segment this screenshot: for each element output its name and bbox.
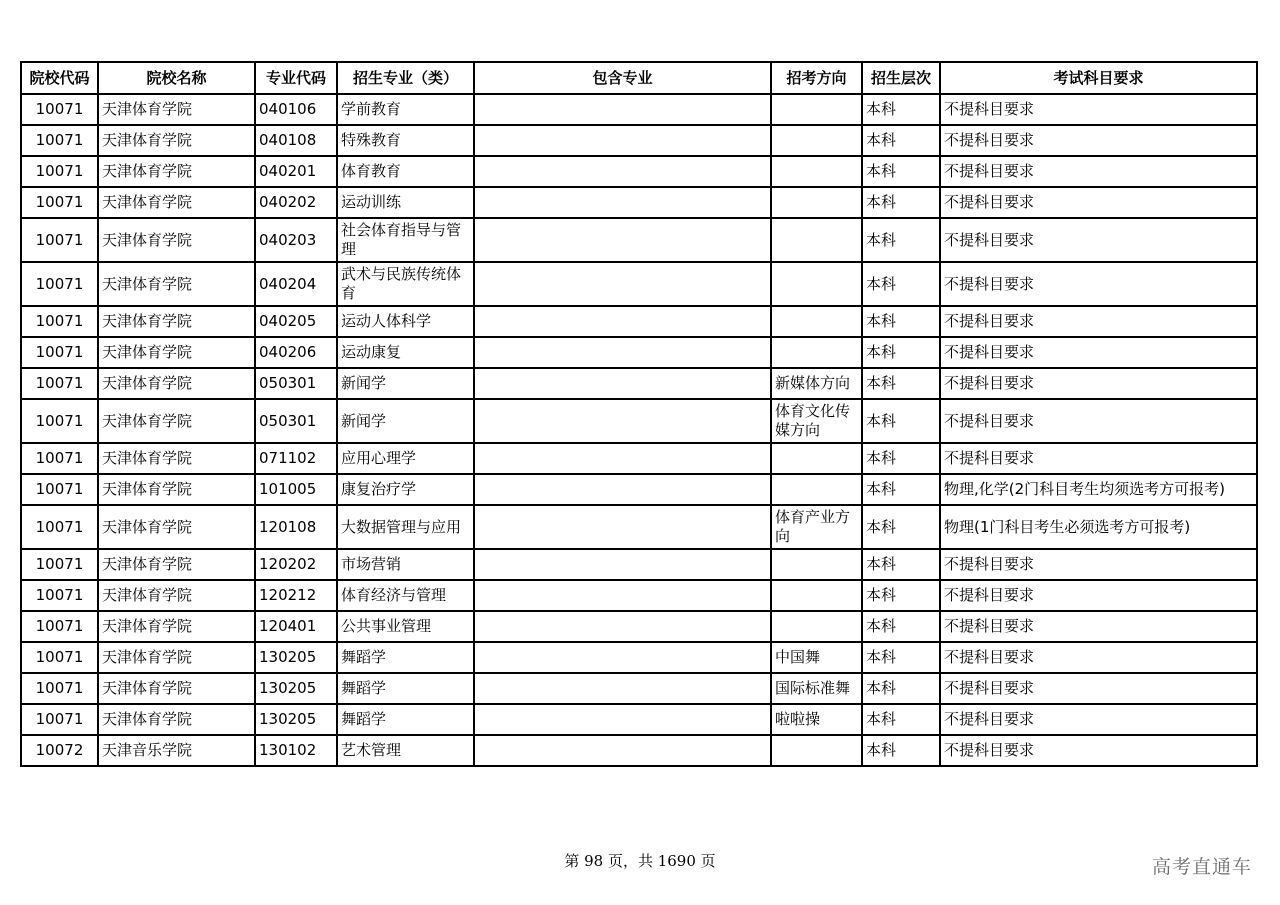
cell-level: 本科: [862, 735, 940, 766]
cell-direction: [771, 549, 862, 580]
cell-included-majors: [474, 549, 771, 580]
cell-school-code: 10071: [21, 368, 98, 399]
cell-direction: [771, 218, 862, 262]
table-row: [21, 337, 1257, 368]
cell-included-majors: [474, 368, 771, 399]
cell-requirement: 不提科目要求: [940, 580, 1257, 611]
cell-school-code: 10071: [21, 611, 98, 642]
cell-school-code: 10071: [21, 187, 98, 218]
header-major-code: 专业代码: [255, 62, 337, 94]
table-row: [21, 673, 1257, 704]
cell-level: 本科: [862, 443, 940, 474]
header-included-majors: 包含专业: [474, 62, 771, 94]
cell-level: 本科: [862, 642, 940, 673]
cell-major: 市场营销: [337, 549, 474, 580]
cell-requirement: 不提科目要求: [940, 156, 1257, 187]
cell-level: 本科: [862, 337, 940, 368]
cell-direction: [771, 125, 862, 156]
cell-major-code: 040106: [255, 94, 337, 125]
cell-major-code: 120202: [255, 549, 337, 580]
cell-school-name: 天津体育学院: [98, 642, 255, 673]
cell-school-code: 10071: [21, 337, 98, 368]
cell-requirement: 不提科目要求: [940, 187, 1257, 218]
cell-requirement: 不提科目要求: [940, 443, 1257, 474]
cell-requirement: 物理,化学(2门科目考生均须选考方可报考): [940, 474, 1257, 505]
cell-major: 舞蹈学: [337, 642, 474, 673]
table-row: [21, 187, 1257, 218]
cell-included-majors: [474, 474, 771, 505]
table-body: [21, 94, 1257, 766]
page-number: 第 98 页，共 1690 页: [564, 852, 716, 870]
cell-level: 本科: [862, 399, 940, 443]
cell-requirement: 不提科目要求: [940, 337, 1257, 368]
table-row: [21, 704, 1257, 735]
cell-level: 本科: [862, 505, 940, 549]
cell-major: 体育经济与管理: [337, 580, 474, 611]
cell-major-code: 040203: [255, 218, 337, 262]
cell-level: 本科: [862, 94, 940, 125]
table-row: [21, 218, 1257, 262]
cell-major: 新闻学: [337, 399, 474, 443]
table-row: [21, 399, 1257, 443]
cell-major-code: 040108: [255, 125, 337, 156]
cell-level: 本科: [862, 549, 940, 580]
cell-major: 运动训练: [337, 187, 474, 218]
cell-direction: [771, 611, 862, 642]
cell-school-name: 天津体育学院: [98, 673, 255, 704]
cell-included-majors: [474, 125, 771, 156]
cell-included-majors: [474, 673, 771, 704]
cell-major-code: 120108: [255, 505, 337, 549]
cell-school-code: 10071: [21, 580, 98, 611]
table-row: [21, 156, 1257, 187]
watermark-text: 高考直通车: [1151, 856, 1252, 878]
cell-major-code: 050301: [255, 368, 337, 399]
cell-direction: [771, 443, 862, 474]
cell-requirement: 不提科目要求: [940, 94, 1257, 125]
cell-school-name: 天津体育学院: [98, 549, 255, 580]
cell-level: 本科: [862, 474, 940, 505]
cell-direction: [771, 94, 862, 125]
cell-included-majors: [474, 735, 771, 766]
cell-direction: 体育产业方向: [771, 505, 862, 549]
header-school-name: 院校名称: [98, 62, 255, 94]
cell-direction: [771, 187, 862, 218]
cell-major-code: 120212: [255, 580, 337, 611]
cell-major-code: 130102: [255, 735, 337, 766]
cell-school-name: 天津体育学院: [98, 611, 255, 642]
cell-school-code: 10071: [21, 704, 98, 735]
cell-school-name: 天津体育学院: [98, 306, 255, 337]
cell-school-code: 10071: [21, 642, 98, 673]
cell-school-code: 10071: [21, 443, 98, 474]
cell-included-majors: [474, 580, 771, 611]
cell-level: 本科: [862, 156, 940, 187]
cell-major: 康复治疗学: [337, 474, 474, 505]
cell-level: 本科: [862, 704, 940, 735]
header-major: 招生专业（类）: [337, 62, 474, 94]
cell-included-majors: [474, 611, 771, 642]
cell-school-name: 天津体育学院: [98, 580, 255, 611]
cell-requirement: 不提科目要求: [940, 673, 1257, 704]
cell-level: 本科: [862, 611, 940, 642]
cell-direction: 体育文化传媒方向: [771, 399, 862, 443]
cell-major: 公共事业管理: [337, 611, 474, 642]
cell-school-name: 天津体育学院: [98, 474, 255, 505]
cell-direction: [771, 337, 862, 368]
cell-school-name: 天津体育学院: [98, 262, 255, 306]
cell-school-code: 10071: [21, 306, 98, 337]
cell-school-code: 10071: [21, 399, 98, 443]
cell-requirement: 不提科目要求: [940, 399, 1257, 443]
cell-major: 运动人体科学: [337, 306, 474, 337]
cell-included-majors: [474, 218, 771, 262]
cell-major: 新闻学: [337, 368, 474, 399]
cell-school-code: 10071: [21, 156, 98, 187]
cell-major: 社会体育指导与管理: [337, 218, 474, 262]
cell-major-code: 071102: [255, 443, 337, 474]
cell-major-code: 130205: [255, 642, 337, 673]
cell-school-name: 天津体育学院: [98, 337, 255, 368]
cell-school-name: 天津体育学院: [98, 505, 255, 549]
cell-direction: 啦啦操: [771, 704, 862, 735]
header-level: 招生层次: [862, 62, 940, 94]
header-requirement: 考试科目要求: [940, 62, 1257, 94]
table-row: [21, 474, 1257, 505]
cell-direction: 中国舞: [771, 642, 862, 673]
cell-level: 本科: [862, 262, 940, 306]
cell-major-code: 050301: [255, 399, 337, 443]
cell-major-code: 120401: [255, 611, 337, 642]
cell-included-majors: [474, 262, 771, 306]
admission-table: [20, 61, 1258, 767]
cell-requirement: 不提科目要求: [940, 642, 1257, 673]
cell-direction: [771, 580, 862, 611]
cell-major: 应用心理学: [337, 443, 474, 474]
cell-included-majors: [474, 156, 771, 187]
cell-level: 本科: [862, 580, 940, 611]
cell-school-code: 10071: [21, 474, 98, 505]
cell-major: 大数据管理与应用: [337, 505, 474, 549]
cell-major: 体育教育: [337, 156, 474, 187]
cell-requirement: 不提科目要求: [940, 125, 1257, 156]
cell-school-code: 10071: [21, 549, 98, 580]
table-row: [21, 443, 1257, 474]
cell-major: 特殊教育: [337, 125, 474, 156]
cell-direction: [771, 306, 862, 337]
table-row: [21, 306, 1257, 337]
table-row: [21, 368, 1257, 399]
cell-direction: [771, 474, 862, 505]
cell-school-code: 10071: [21, 673, 98, 704]
cell-included-majors: [474, 399, 771, 443]
cell-school-name: 天津音乐学院: [98, 735, 255, 766]
cell-school-name: 天津体育学院: [98, 399, 255, 443]
cell-major-code: 040201: [255, 156, 337, 187]
cell-requirement: 物理(1门科目考生必须选考方可报考): [940, 505, 1257, 549]
cell-major-code: 101005: [255, 474, 337, 505]
cell-major: 学前教育: [337, 94, 474, 125]
cell-included-majors: [474, 443, 771, 474]
cell-requirement: 不提科目要求: [940, 549, 1257, 580]
cell-included-majors: [474, 187, 771, 218]
cell-direction: [771, 735, 862, 766]
table-row: [21, 262, 1257, 306]
cell-major: 艺术管理: [337, 735, 474, 766]
cell-included-majors: [474, 704, 771, 735]
cell-school-name: 天津体育学院: [98, 218, 255, 262]
cell-included-majors: [474, 505, 771, 549]
table-row: [21, 505, 1257, 549]
header-school-code: 院校代码: [21, 62, 98, 94]
cell-major: 运动康复: [337, 337, 474, 368]
cell-school-code: 10071: [21, 262, 98, 306]
cell-major-code: 040204: [255, 262, 337, 306]
table-row: [21, 611, 1257, 642]
cell-major: 舞蹈学: [337, 673, 474, 704]
cell-requirement: 不提科目要求: [940, 611, 1257, 642]
table-row: [21, 642, 1257, 673]
table-row: [21, 549, 1257, 580]
cell-included-majors: [474, 306, 771, 337]
cell-school-code: 10071: [21, 505, 98, 549]
cell-requirement: 不提科目要求: [940, 262, 1257, 306]
cell-school-code: 10071: [21, 94, 98, 125]
cell-included-majors: [474, 337, 771, 368]
cell-direction: [771, 262, 862, 306]
cell-major-code: 040202: [255, 187, 337, 218]
cell-direction: [771, 156, 862, 187]
table-row: [21, 94, 1257, 125]
cell-school-code: 10071: [21, 218, 98, 262]
cell-major: 武术与民族传统体育: [337, 262, 474, 306]
cell-direction: 国际标准舞: [771, 673, 862, 704]
cell-major-code: 130205: [255, 704, 337, 735]
cell-school-name: 天津体育学院: [98, 125, 255, 156]
cell-major: 舞蹈学: [337, 704, 474, 735]
cell-requirement: 不提科目要求: [940, 368, 1257, 399]
cell-school-name: 天津体育学院: [98, 704, 255, 735]
cell-requirement: 不提科目要求: [940, 218, 1257, 262]
cell-school-name: 天津体育学院: [98, 187, 255, 218]
cell-level: 本科: [862, 125, 940, 156]
cell-included-majors: [474, 642, 771, 673]
cell-school-name: 天津体育学院: [98, 443, 255, 474]
table-header-row: [21, 62, 1257, 94]
cell-major-code: 130205: [255, 673, 337, 704]
cell-school-code: 10071: [21, 125, 98, 156]
cell-level: 本科: [862, 368, 940, 399]
cell-level: 本科: [862, 187, 940, 218]
cell-requirement: 不提科目要求: [940, 735, 1257, 766]
cell-level: 本科: [862, 673, 940, 704]
cell-school-name: 天津体育学院: [98, 94, 255, 125]
cell-level: 本科: [862, 306, 940, 337]
cell-school-code: 10072: [21, 735, 98, 766]
header-direction: 招考方向: [771, 62, 862, 94]
cell-level: 本科: [862, 218, 940, 262]
cell-included-majors: [474, 94, 771, 125]
table-row: [21, 125, 1257, 156]
cell-school-name: 天津体育学院: [98, 156, 255, 187]
cell-direction: 新媒体方向: [771, 368, 862, 399]
table-row: [21, 580, 1257, 611]
cell-major-code: 040206: [255, 337, 337, 368]
cell-school-name: 天津体育学院: [98, 368, 255, 399]
cell-requirement: 不提科目要求: [940, 306, 1257, 337]
cell-requirement: 不提科目要求: [940, 704, 1257, 735]
cell-major-code: 040205: [255, 306, 337, 337]
table-row: [21, 735, 1257, 766]
